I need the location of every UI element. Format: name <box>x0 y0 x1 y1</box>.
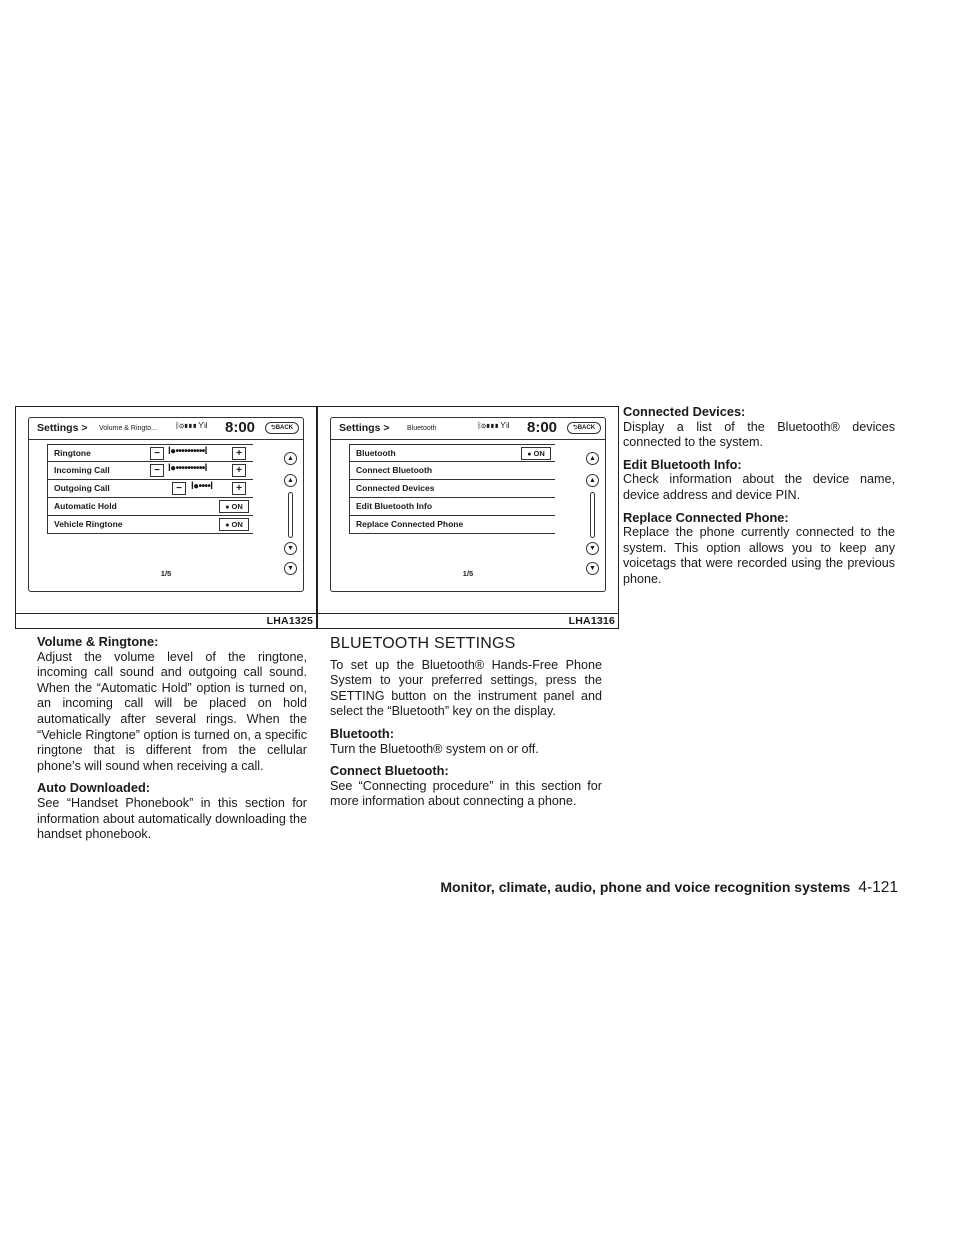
list-item-label: Connected Devices <box>356 483 435 493</box>
page-indicator: 1/5 <box>160 569 172 578</box>
list-item-label: Connect Bluetooth <box>356 465 433 475</box>
breadcrumb: Settings > <box>37 422 88 434</box>
paragraph-auto-downloaded: See “Handset Phonebook” in this section for information about automatically downloading the handset phonebook. <box>37 795 307 842</box>
clock: 8:00 <box>527 419 558 436</box>
display-screen <box>330 417 606 592</box>
breadcrumb: Settings > <box>339 422 390 434</box>
status-icons: ᛒ⚙▮▮▮ Ƴıl <box>477 421 509 430</box>
minus-button[interactable]: − <box>150 464 164 477</box>
column-right <box>623 404 895 594</box>
list-item-replace-connected-phone[interactable] <box>349 516 555 534</box>
back-button[interactable]: ⮌BACK <box>265 422 299 434</box>
list-item-label: Automatic Hold <box>54 501 117 511</box>
figure-code: LHA1325 <box>266 615 313 627</box>
paragraph-intro: To set up the Bluetooth® Hands-Free Phone System to your preferred settings, press the SETTING button on the instrument panel and select the “Bluetooth” key on the display. <box>330 657 602 719</box>
list-item-automatic-hold[interactable] <box>47 498 253 516</box>
page-number: 4-121 <box>858 879 898 896</box>
list-item-label: Incoming Call <box>54 465 110 475</box>
plus-button[interactable]: + <box>232 482 246 495</box>
heading-edit-bluetooth-info: Edit Bluetooth Info: <box>623 456 742 472</box>
plus-button[interactable]: + <box>232 464 246 477</box>
scroll-up-fast-icon[interactable]: ▲ <box>284 452 297 465</box>
clock: 8:00 <box>225 419 256 436</box>
scroll-up-fast-icon[interactable]: ▲ <box>586 452 599 465</box>
scroll-down-icon[interactable]: ▼ <box>586 542 599 555</box>
page-footer <box>440 879 898 897</box>
on-toggle[interactable]: ● ON <box>521 447 551 460</box>
section-title: BLUETOOTH SETTINGS <box>330 635 516 652</box>
list-item-outgoing-call[interactable] <box>47 480 253 498</box>
list-item-edit-bluetooth-info[interactable] <box>349 498 555 516</box>
paragraph-bluetooth: Turn the Bluetooth® system on or off. <box>330 741 539 756</box>
plus-button[interactable]: + <box>232 447 246 460</box>
on-toggle[interactable]: ● ON <box>219 500 249 513</box>
page-indicator: 1/5 <box>462 569 474 578</box>
scroll-up-icon[interactable]: ▲ <box>586 474 599 487</box>
list-item-ringtone[interactable] <box>47 444 253 462</box>
list-item-label: Replace Connected Phone <box>356 519 464 529</box>
list-item-label: Vehicle Ringtone <box>54 519 123 529</box>
paragraph-edit-bluetooth-info: Check information about the device name, device address and device PIN. <box>623 472 895 502</box>
on-toggle[interactable]: ● ON <box>219 518 249 531</box>
volume-slider[interactable]: l●••••••••••l <box>168 463 207 474</box>
settings-list <box>47 444 253 534</box>
breadcrumb-current: Volume & Ringto... <box>99 425 157 432</box>
list-item-connected-devices[interactable] <box>349 480 555 498</box>
scrollbar[interactable] <box>590 492 595 538</box>
list-item-connect-bluetooth[interactable] <box>349 462 555 480</box>
heading-volume-ringtone: Volume & Ringtone: <box>37 634 159 649</box>
settings-list <box>349 444 555 534</box>
paragraph-connected-devices: Display a list of the Bluetooth® devices connected to the system. <box>623 419 895 450</box>
heading-connect-bluetooth: Connect Bluetooth: <box>330 763 449 779</box>
paragraph-volume-ringtone: Adjust the volume level of the ringtone, incoming call sound and outgoing call sound. When the “Automatic Hold” option is turned on, an incoming call will be placed on hold automatically after several rings. When the “Vehicle Ringtone” option is turned on, a specific ringtone that is different from the cellular phone’s will sound when receiving a call. <box>37 649 307 773</box>
column-middle <box>330 636 602 816</box>
volume-slider[interactable]: l●••••l <box>191 481 213 492</box>
column-left <box>37 634 307 849</box>
figure-code: LHA1316 <box>568 615 615 627</box>
heading-bluetooth: Bluetooth: <box>330 725 394 741</box>
heading-auto-downloaded: Auto Downloaded: <box>37 780 151 796</box>
scroll-down-fast-icon[interactable]: ▼ <box>284 562 297 575</box>
scroll-down-fast-icon[interactable]: ▼ <box>586 562 599 575</box>
list-item-label: Edit Bluetooth Info <box>356 501 433 511</box>
back-button[interactable]: ⮌BACK <box>567 422 601 434</box>
scroll-up-icon[interactable]: ▲ <box>284 474 297 487</box>
list-item-incoming-call[interactable] <box>47 462 253 480</box>
scrollbar[interactable] <box>288 492 293 538</box>
chapter-title: Monitor, climate, audio, phone and voice recognition systems <box>440 879 851 895</box>
screen-header <box>331 418 605 440</box>
figure-bluetooth-settings <box>317 406 619 629</box>
caption-divider <box>318 613 618 614</box>
paragraph-replace-connected-phone: Replace the phone currently connected to the system. This option allows you to keep any voicetags that were recorded using the previous phone. <box>623 525 895 586</box>
list-item-label: Outgoing Call <box>54 483 110 493</box>
minus-button[interactable]: − <box>172 482 186 495</box>
paragraph-connect-bluetooth: See “Connecting procedure” in this section for more information about connecting a phone. <box>330 778 602 809</box>
volume-slider[interactable]: l●••••••••••l <box>168 446 207 457</box>
display-screen <box>28 417 304 592</box>
scroll-down-icon[interactable]: ▼ <box>284 542 297 555</box>
minus-button[interactable]: − <box>150 447 164 460</box>
list-item-bluetooth[interactable] <box>349 444 555 462</box>
list-item-label: Ringtone <box>54 448 91 458</box>
caption-divider <box>16 613 316 614</box>
figure-volume-ringtone <box>15 406 317 629</box>
status-icons: ᛒ⚙▮▮▮ Ƴıl <box>175 421 207 430</box>
heading-connected-devices: Connected Devices: <box>623 404 746 419</box>
screen-header <box>29 418 303 440</box>
heading-replace-connected-phone: Replace Connected Phone: <box>623 509 789 525</box>
breadcrumb-current: Bluetooth <box>407 425 437 432</box>
list-item-label: Bluetooth <box>356 448 396 458</box>
list-item-vehicle-ringtone[interactable] <box>47 516 253 534</box>
